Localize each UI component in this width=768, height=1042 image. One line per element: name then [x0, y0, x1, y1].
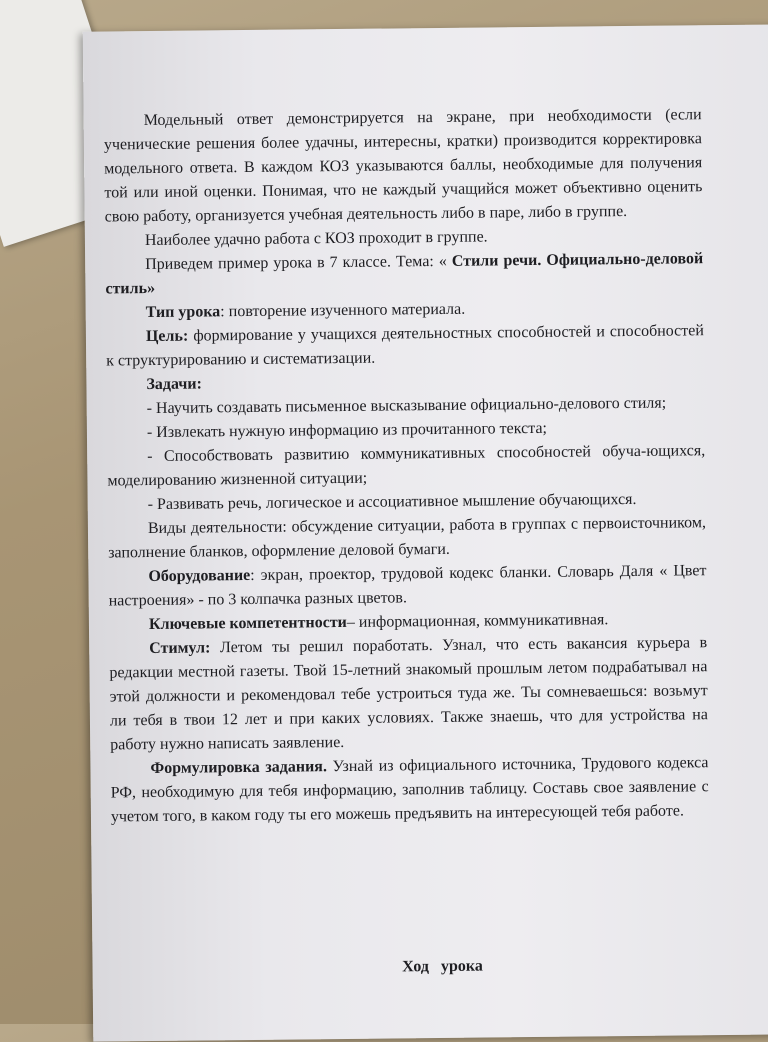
assignment-label: Формулировка задания.	[150, 758, 327, 778]
lesson-type-text: : повторение изученного материала.	[220, 300, 466, 321]
topic-title: Стили речи. Официально-деловой стиль»	[105, 250, 704, 298]
tasks-heading: Задачи:	[146, 375, 202, 394]
section-heading-lesson-flow: Ход урока	[402, 957, 483, 976]
paragraph-stimulus	[109, 631, 708, 757]
stimulus-text: Летом ты решил поработать. Узнал, что есть вакансия курьера в редакции местной газеты. Твой 15-летний знакомый прошлым летом подрабатывал на этой должности и рекомендовал тебе устроиться туда же. Ты сомневаешься: возьмут ли тебя в твои 12 лет и при каких условиях. Также знаешь, что для устройства на работу нужно написать заявление.	[109, 634, 709, 754]
stimulus-label: Стимул:	[149, 639, 211, 658]
document-page	[83, 24, 768, 1041]
task-item-1: - Научить создавать письменное высказывание официально-делового стиля;	[146, 394, 667, 418]
paragraph-goal	[106, 319, 704, 373]
competence-text: – информационная, коммуникативная.	[346, 611, 609, 631]
paragraph-lesson-topic	[105, 247, 703, 301]
task-item-2: - Извлекать нужную информацию из прочитанного текста;	[146, 419, 548, 442]
paragraph-group-work: Наиболее удачно работа с КОЗ проходит в группе.	[144, 228, 488, 250]
paragraph-equipment	[108, 559, 706, 613]
paragraph-activities: Виды деятельности: обсуждение ситуации, работа в группах с первоисточником, заполнение бланков, оформление деловой бумаги.	[108, 514, 706, 562]
task-item-3: - Способствовать развитию коммуникативных способностей обуча-ющихся, моделированию жизненной ситуации;	[107, 442, 706, 490]
topic-intro: Приведем пример урока в 7 классе. Тема: «	[145, 252, 452, 274]
document-body	[104, 103, 710, 829]
lesson-type-label: Тип урока	[145, 303, 221, 322]
assignment-text: Узнай из официального источника, Трудового кодекса РФ, необходимую для тебя информацию, заполнив таблицу. Составь свое заявление с учетом того, в каком году ты его можешь предъявить на интересующей тебя работе.	[110, 754, 709, 826]
equipment-text: : экран, проектор, трудовой кодекс бланки. Словарь Даля « Цвет настроения» - по 3 колпачка разных цветов.	[108, 562, 707, 610]
goal-label: Цель:	[145, 327, 189, 346]
goal-text: формирование у учащихся деятельностных способностей и способностей к структурированию и систематизации.	[106, 322, 704, 370]
paragraph-model-answer: Модельный ответ демонстрируется на экране, при необходимости (если ученические решения более удачны, интересны, кратки) производится корректировка модельного ответа. В каждом КОЗ указываются баллы, необходимые для получения той или иной оценки. Понимая, что не каждый учащийся может объективно оценить свою работу, организуется учебная деятельность либо в паре, либо в группе.	[103, 106, 703, 226]
competence-label: Ключевые компетентности	[148, 613, 347, 634]
paragraph-assignment	[110, 751, 709, 829]
equipment-label: Оборудование	[148, 566, 251, 586]
task-item-4: - Развивать речь, логическое и ассоциативное мышление обучающихся.	[147, 490, 637, 514]
